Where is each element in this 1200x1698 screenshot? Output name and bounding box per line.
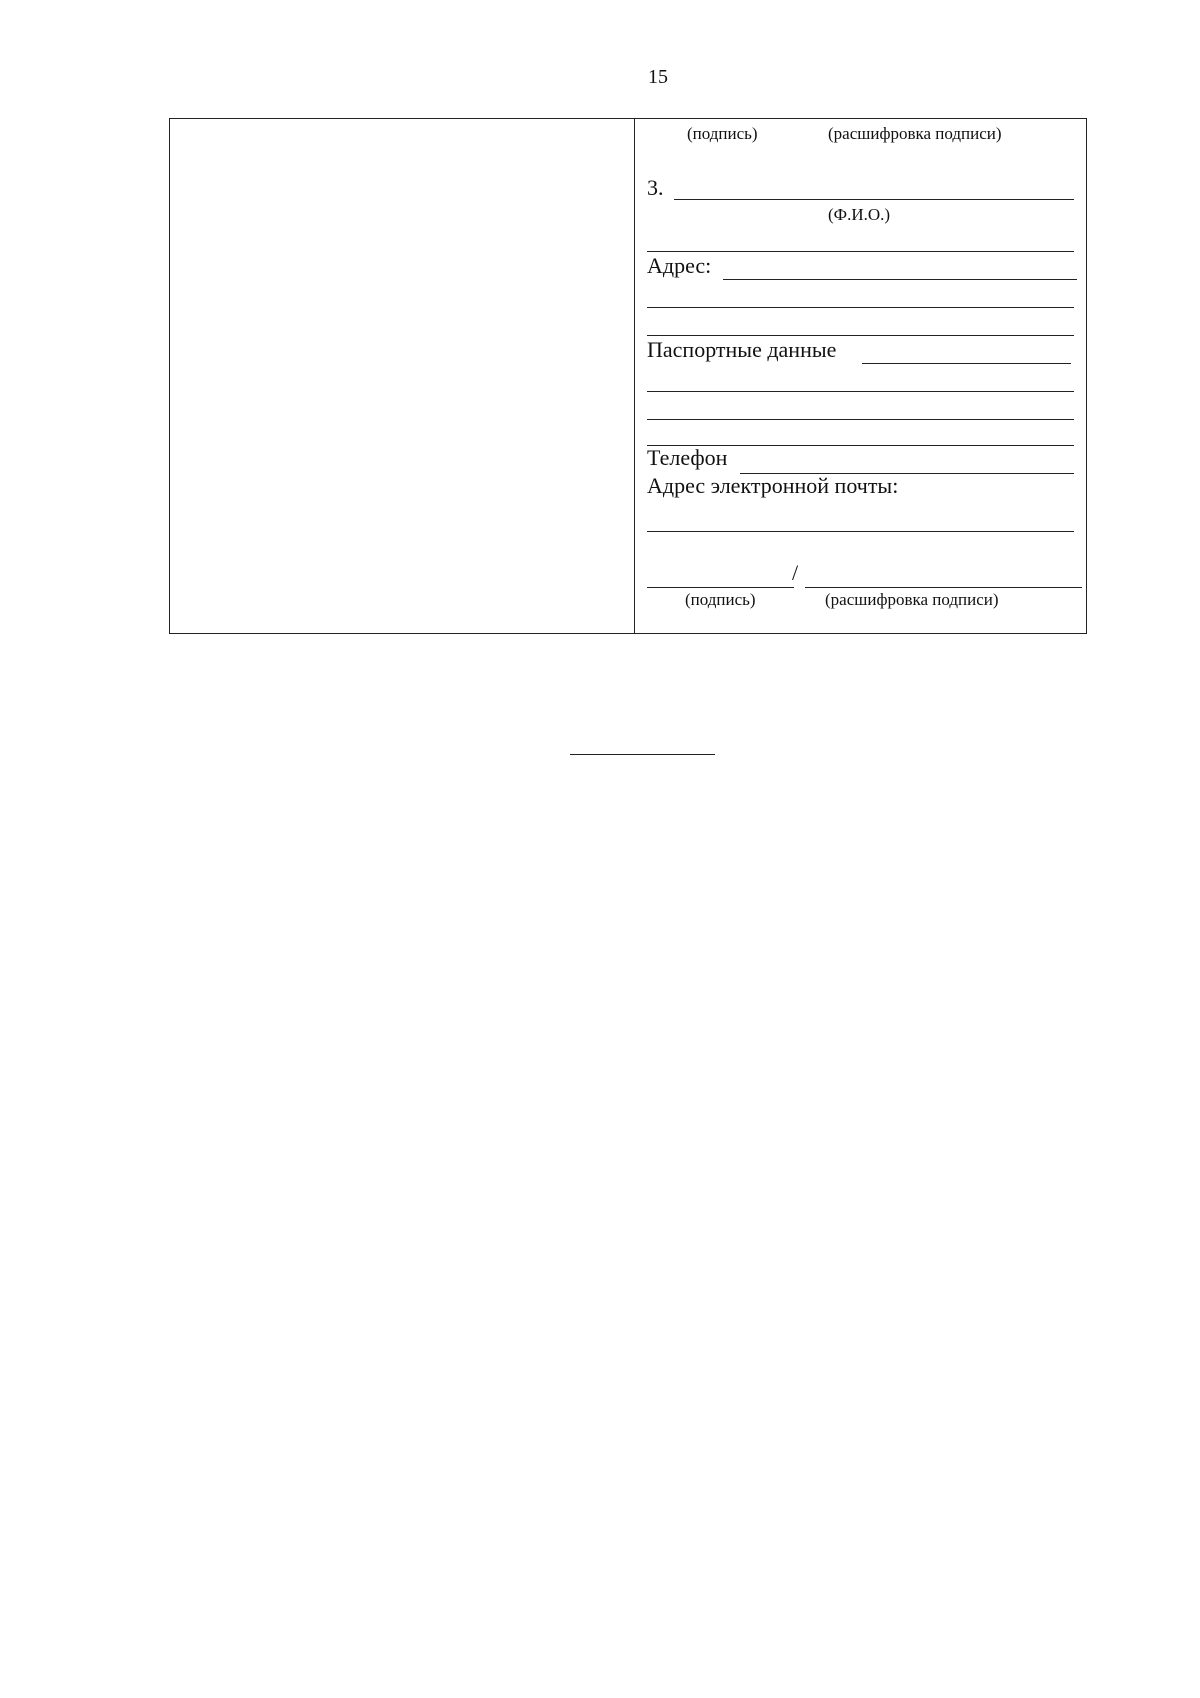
form-right-cell xyxy=(635,119,1086,633)
signature-slash: / xyxy=(792,560,799,585)
email-label: Адрес электронной почты: xyxy=(647,473,899,498)
signature-transcript-caption-bottom: (расшифровка подписи) xyxy=(825,590,999,609)
end-of-section-rule xyxy=(570,754,715,755)
address-line-3[interactable] xyxy=(647,335,1074,336)
email-line[interactable] xyxy=(647,531,1074,532)
passport-line-2[interactable] xyxy=(647,391,1074,392)
phone-label: Телефон xyxy=(647,445,728,470)
address-line-1[interactable] xyxy=(723,279,1077,280)
page-number: 15 xyxy=(648,66,668,88)
signature-line[interactable] xyxy=(647,587,794,588)
address-line-2[interactable] xyxy=(647,307,1074,308)
item-number: 3. xyxy=(647,175,664,200)
fio-continuation-line[interactable] xyxy=(647,251,1074,252)
fio-line[interactable] xyxy=(674,199,1074,200)
signature-caption-top: (подпись) xyxy=(687,124,758,143)
fio-caption: (Ф.И.О.) xyxy=(828,205,891,224)
passport-label: Паспортные данные xyxy=(647,337,837,362)
signature-caption-bottom: (подпись) xyxy=(685,590,756,609)
form-left-cell xyxy=(170,119,635,633)
signature-transcript-line[interactable] xyxy=(805,587,1082,588)
address-label: Адрес: xyxy=(647,253,712,278)
passport-line-1[interactable] xyxy=(862,363,1071,364)
passport-line-3[interactable] xyxy=(647,419,1074,420)
applicant-form-table xyxy=(169,118,1087,634)
signature-transcript-caption-top: (расшифровка подписи) xyxy=(828,124,1002,143)
